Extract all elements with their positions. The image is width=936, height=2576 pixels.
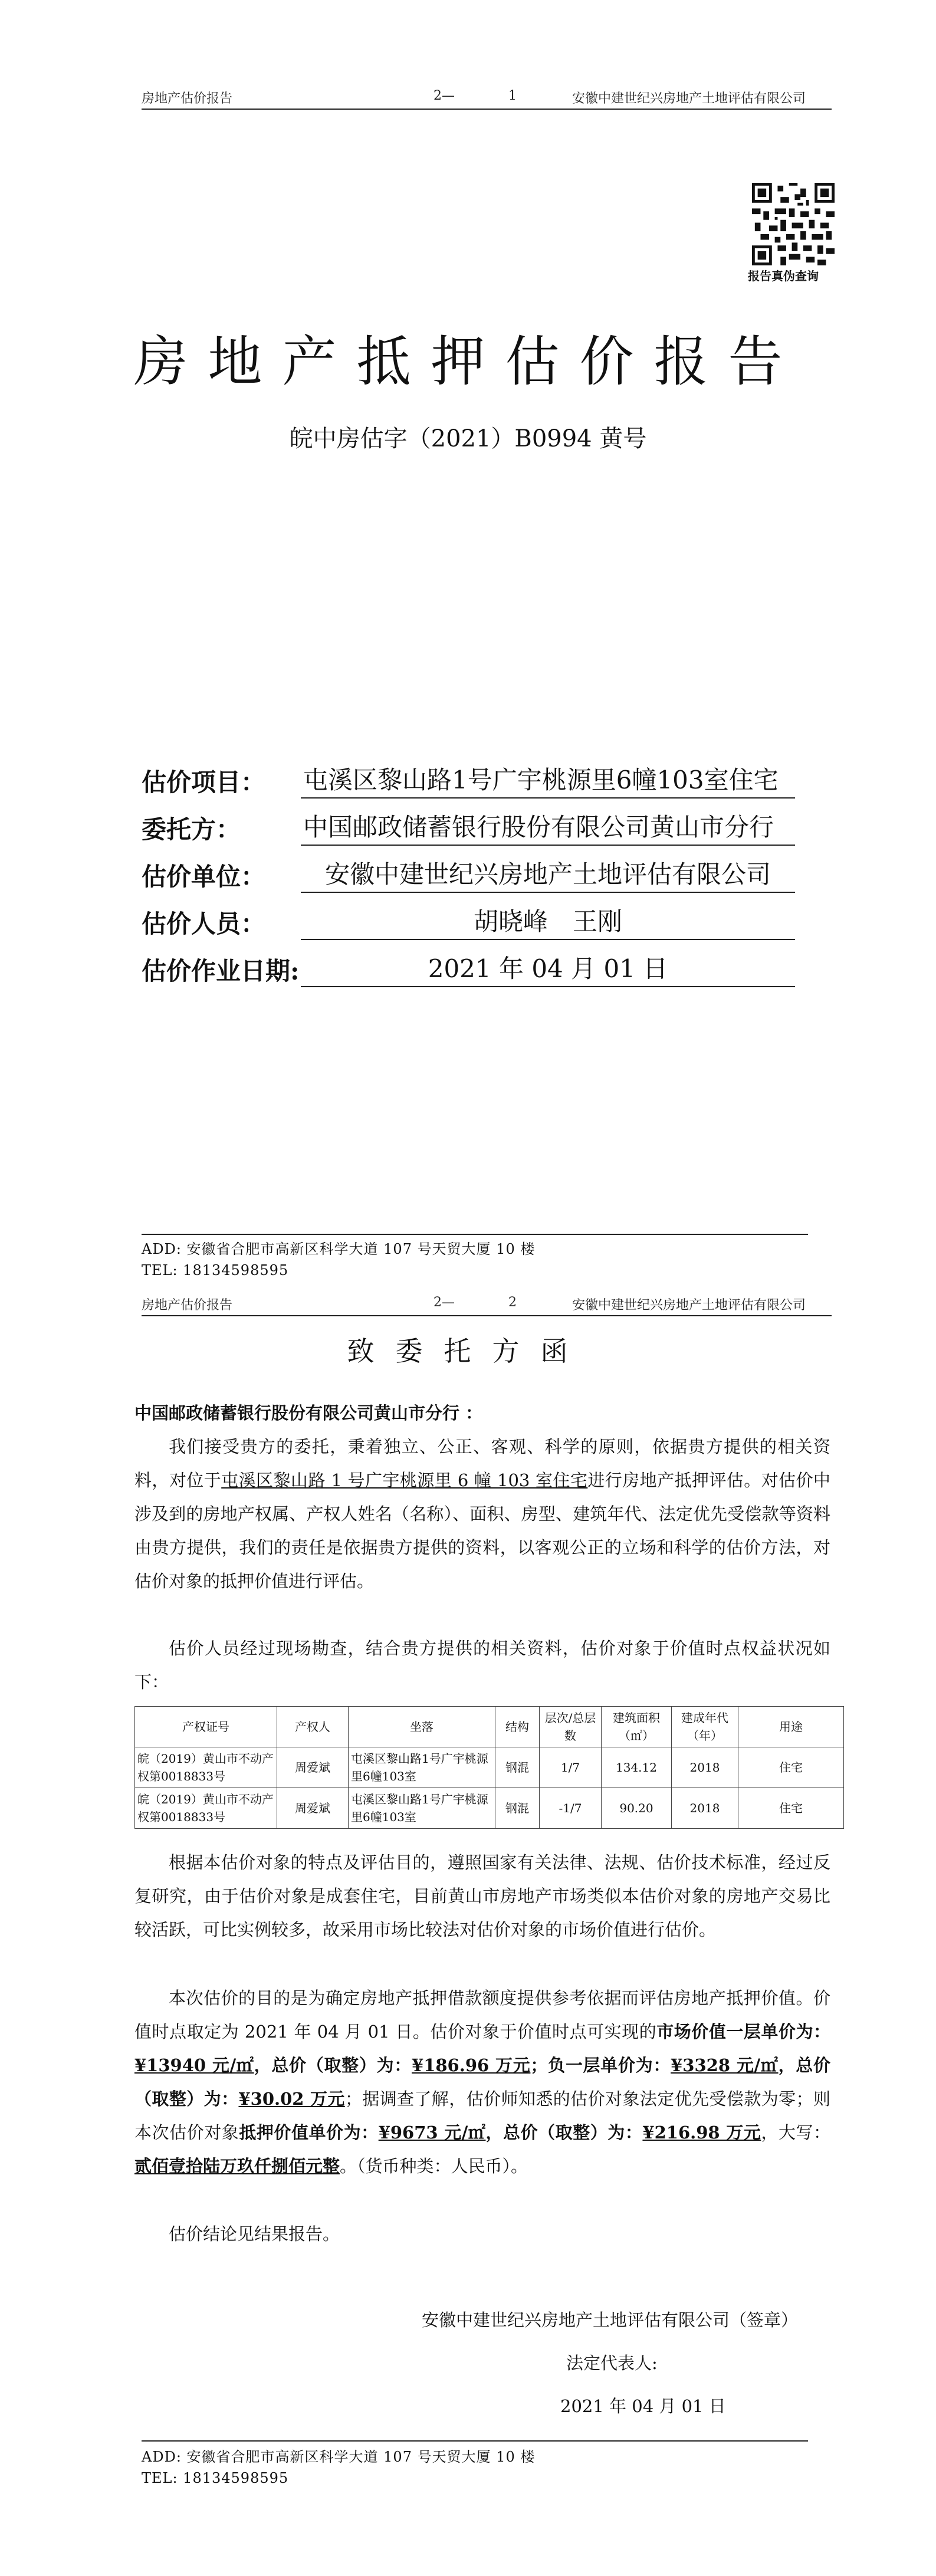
value-basement-unit-price: ¥3328 元/㎡ xyxy=(671,2055,779,2075)
th-structure: 结构 xyxy=(495,1707,540,1747)
page2-footer-rule xyxy=(142,2440,808,2442)
cell-location: 屯溪区黎山路1号广宇桃源里6幢103室 xyxy=(349,1788,495,1829)
cell-floor: -1/7 xyxy=(540,1788,602,1829)
info-label-appraiser-company: 估价单位： xyxy=(142,862,266,891)
letter-paragraph-2: 估价人员经过现场勘查，结合贵方提供的相关资料，估价对象于价值时点权益状况如下： xyxy=(134,1638,830,1692)
report-number: 皖中房估字（2021）B0994 黄号 xyxy=(289,425,647,452)
table-row xyxy=(135,1788,844,1829)
info-value-client: 中国邮政储蓄银行股份有限公司黄山市分行 xyxy=(301,808,795,846)
cell-owner: 周爱斌 xyxy=(277,1788,349,1829)
th-certificate-no: 产权证号 xyxy=(135,1707,277,1747)
cell-owner: 周爱斌 xyxy=(277,1747,349,1788)
cell-area: 134.12 xyxy=(602,1747,672,1788)
page1-header-right: 安徽中建世纪兴房地产土地评估有限公司 xyxy=(572,91,806,106)
page2-header-left: 房地产估价报告 xyxy=(142,1298,233,1313)
value-basement-total: ¥30.02 万元 xyxy=(238,2089,345,2109)
cell-certificate-no: 皖（2019）黄山市不动产权第0018833号 xyxy=(135,1747,277,1788)
th-built-year: 建成年代（年） xyxy=(672,1707,738,1747)
cell-structure: 钢混 xyxy=(495,1788,540,1829)
info-value-work-date: 2021 年 04 月 01 日 xyxy=(301,949,795,987)
info-label-client: 委托方： xyxy=(142,815,241,844)
page1-header-page-prefix: 2— xyxy=(433,88,455,103)
page1-footer-tel: TEL: 18134598595 xyxy=(142,1262,289,1279)
property-rights-table xyxy=(134,1706,844,1829)
signature-date: 2021 年 04 月 01 日 xyxy=(560,2396,726,2416)
value-mortgage-total-in-words: 贰佰壹拾陆万玖仟捌佰元整 xyxy=(134,2156,340,2176)
value-floor1-unit-price: ¥13940 元/㎡ xyxy=(134,2055,254,2075)
cell-built-year: 2018 xyxy=(672,1747,738,1788)
cell-built-year: 2018 xyxy=(672,1788,738,1829)
qr-code-icon[interactable] xyxy=(752,183,835,265)
info-label-work-date: 估价作业日期: xyxy=(142,957,300,985)
info-label-appraisers: 估价人员： xyxy=(142,909,266,938)
page1-header-rule xyxy=(142,109,832,110)
info-value-appraisers: 胡晓峰 王刚 xyxy=(301,902,795,940)
cell-certificate-no: 皖（2019）黄山市不动产权第0018833号 xyxy=(135,1788,277,1829)
info-value-project: 屯溪区黎山路1号广宇桃源里6幢103室住宅 xyxy=(301,761,795,799)
th-location: 坐落 xyxy=(349,1707,495,1747)
page2-header-rule xyxy=(142,1315,832,1316)
cell-usage: 住宅 xyxy=(738,1747,844,1788)
letter-paragraph-5: 估价结论见结果报告。 xyxy=(169,2224,340,2244)
cell-area: 90.20 xyxy=(602,1788,672,1829)
report-title: 房地产抵押估价报告 xyxy=(133,330,803,393)
info-value-appraiser-company: 安徽中建世纪兴房地产土地评估有限公司 xyxy=(301,855,795,893)
signature-legal-rep: 法定代表人: xyxy=(566,2353,658,2373)
value-mortgage-unit-price: ¥9673 元/㎡ xyxy=(378,2122,486,2143)
info-label-project: 估价项目： xyxy=(142,768,266,797)
cell-usage: 住宅 xyxy=(738,1788,844,1829)
page2-header-page-prefix: 2— xyxy=(433,1295,455,1310)
page1-header-page-number: 1 xyxy=(508,88,517,103)
page2-footer xyxy=(142,2446,535,2489)
property-address-underlined: 屯溪区黎山路 1 号广宇桃源里 6 幢 103 室住宅 xyxy=(221,1470,588,1490)
value-floor1-total: ¥186.96 万元 xyxy=(412,2055,531,2075)
cell-structure: 钢混 xyxy=(495,1747,540,1788)
page2-header-right: 安徽中建世纪兴房地产土地评估有限公司 xyxy=(572,1298,806,1313)
cell-floor: 1/7 xyxy=(540,1747,602,1788)
th-area: 建筑面积（㎡） xyxy=(602,1707,672,1747)
page1-header-left: 房地产估价报告 xyxy=(142,91,233,106)
letter-title: 致委托方函 xyxy=(347,1335,589,1367)
th-owner: 产权人 xyxy=(277,1707,349,1747)
page2-header-page-number: 2 xyxy=(508,1295,517,1310)
letter-paragraph-1: 我们接受贵方的委托，秉着独立、公正、客观、科学的原则，依据贵方提供的相关资料，对位于屯溪区黎山路 1 号广宇桃源里 6 幢 103 室住宅进行房地产抵押评估。对估价中涉及到的房地产权属、产权人姓名（名称）、面积、房型、建筑年代、法定优先受偿款等资料由贵方提供，我们的责任是依据贵方提供的资料，以客观公正的立场和科学的估价方法，对估价对象的抵押价值进行评估。 xyxy=(134,1437,830,1591)
table-row xyxy=(135,1747,844,1788)
table-header-row xyxy=(135,1707,844,1747)
letter-addressee: 中国邮政储蓄银行股份有限公司黄山市分行 ： xyxy=(134,1403,483,1423)
page1-footer xyxy=(142,1238,535,1281)
info-row-work-date xyxy=(142,954,795,987)
info-row-appraiser-company xyxy=(142,860,795,893)
value-mortgage-total: ¥216.98 万元 xyxy=(642,2122,761,2143)
page1-footer-address: ADD: 安徽省合肥市高新区科学大道 107 号天贸大厦 10 楼 xyxy=(142,1241,536,1257)
th-floor: 层次/总层数 xyxy=(540,1707,602,1747)
letter-paragraph-4: 本次估价的目的是为确定房地产抵押借款额度提供参考依据而评估房地产抵押价值。价值时点取定为 2021 年 04 月 01 日。估价对象于价值时点可实现的市场价值一层单价为：¥13940 元/㎡，总价（取整）为：¥186.96 万元；负一层单价为：¥3328 元/㎡，总价（取整）为：¥30.02 万元；据调查了解，估价师知悉的估价对象法定优先受偿款为零；则本次估价对象抵押价值单价为：¥9673 元/㎡，总价（取整）为：¥216.98 万元，大写：贰佰壹拾陆万玖仟捌佰元整。（货币种类：人民币）。 xyxy=(134,1988,830,2176)
info-row-appraisers xyxy=(142,907,795,940)
page2-footer-tel: TEL: 18134598595 xyxy=(142,2470,289,2486)
letter-paragraph-3: 根据本估价对象的特点及评估目的，遵照国家有关法律、法规、估价技术标准，经过反复研究，由于估价对象是成套住宅，目前黄山市房地产市场类似本估价对象的房地产交易比较活跃，可比实例较多，故采用市场比较法对估价对象的市场价值进行估价。 xyxy=(134,1852,830,1940)
th-usage: 用途 xyxy=(738,1707,844,1747)
cell-location: 屯溪区黎山路1号广宇桃源里6幢103室 xyxy=(349,1747,495,1788)
qr-verify-label: 报告真伪查询 xyxy=(748,269,819,283)
page1-footer-rule xyxy=(142,1234,808,1235)
page2-footer-address: ADD: 安徽省合肥市高新区科学大道 107 号天贸大厦 10 楼 xyxy=(142,2449,536,2465)
info-row-client xyxy=(142,813,795,846)
info-row-project xyxy=(142,765,795,799)
signature-company: 安徽中建世纪兴房地产土地评估有限公司（签章） xyxy=(422,2310,799,2330)
